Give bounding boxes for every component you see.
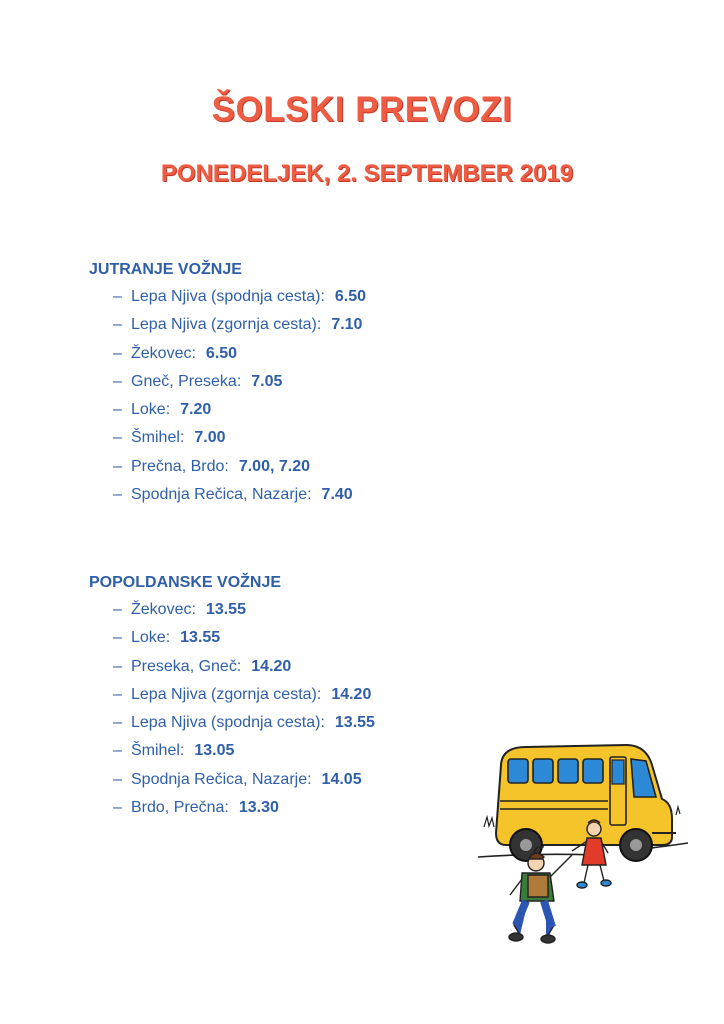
route-place: Gneč, Preseka: bbox=[131, 372, 242, 390]
morning-route-list bbox=[89, 283, 509, 509]
route-time: 7.40 bbox=[321, 486, 353, 504]
afternoon-route-list bbox=[89, 596, 509, 822]
dash-icon: – bbox=[113, 714, 122, 732]
list-item bbox=[89, 794, 509, 822]
route-time: 14.05 bbox=[321, 770, 362, 788]
dash-icon: – bbox=[113, 401, 122, 419]
dash-icon: – bbox=[113, 486, 122, 504]
school-bus-illustration bbox=[476, 735, 696, 950]
list-item bbox=[89, 624, 509, 652]
route-place: Spodnja Rečica, Nazarje: bbox=[131, 486, 312, 504]
list-item bbox=[89, 737, 509, 765]
dash-icon: – bbox=[113, 429, 122, 447]
route-time: 13.05 bbox=[194, 742, 235, 760]
list-item bbox=[89, 481, 509, 509]
dash-icon: – bbox=[113, 657, 122, 675]
dash-icon: – bbox=[113, 742, 122, 760]
route-time: 6.50 bbox=[334, 288, 367, 305]
route-place: Spodnja Rečica, Nazarje: bbox=[131, 770, 312, 788]
route-time: 13.30 bbox=[238, 799, 279, 817]
page-title: ŠOLSKI PREVOZI bbox=[211, 90, 513, 129]
afternoon-rides-section bbox=[89, 570, 509, 822]
list-item bbox=[89, 283, 509, 311]
dash-icon: – bbox=[113, 799, 122, 817]
dash-icon: – bbox=[113, 685, 122, 703]
dash-icon: – bbox=[113, 344, 122, 362]
route-place: Brdo, Prečna: bbox=[131, 799, 229, 817]
morning-rides-section bbox=[89, 257, 509, 509]
route-place: Žekovec: bbox=[131, 344, 196, 362]
boy-child-icon bbox=[509, 847, 572, 943]
route-place: Šmihel: bbox=[131, 429, 185, 447]
route-time: 13.55 bbox=[180, 629, 221, 647]
list-item bbox=[89, 596, 509, 624]
dash-icon: – bbox=[113, 316, 122, 334]
route-place: Preseka, Gneč: bbox=[131, 657, 242, 675]
dash-icon: – bbox=[113, 770, 122, 788]
route-place: Lepa Njiva (spodnja cesta): bbox=[131, 714, 325, 732]
list-item bbox=[89, 396, 509, 424]
route-time: 7.00, 7.20 bbox=[238, 457, 310, 475]
list-item bbox=[89, 340, 509, 368]
route-time: 7.10 bbox=[331, 316, 363, 334]
list-item bbox=[89, 453, 509, 481]
dash-icon: – bbox=[113, 288, 122, 305]
route-place: Žekovec: bbox=[131, 601, 196, 618]
list-item bbox=[89, 681, 509, 709]
list-item bbox=[89, 368, 509, 396]
route-time: 13.55 bbox=[205, 601, 246, 618]
list-item bbox=[89, 766, 509, 794]
dash-icon: – bbox=[113, 601, 122, 618]
route-time: 13.55 bbox=[334, 714, 375, 732]
list-item bbox=[89, 653, 509, 681]
route-place: Lepa Njiva (zgornja cesta): bbox=[131, 685, 322, 703]
dash-icon: – bbox=[113, 457, 122, 475]
route-time: 14.20 bbox=[331, 685, 372, 703]
route-place: Šmihel: bbox=[131, 742, 185, 760]
page-subtitle-date: PONEDELJEK, 2. SEPTEMBER 2019 bbox=[160, 160, 574, 187]
route-place: Lepa Njiva (zgornja cesta): bbox=[131, 316, 322, 334]
route-place: Prečna, Brdo: bbox=[131, 457, 229, 475]
route-time: 6.50 bbox=[205, 344, 238, 362]
morning-rides-heading: JUTRANJE VOŽNJE bbox=[89, 261, 242, 278]
list-item bbox=[89, 709, 509, 737]
dash-icon: – bbox=[113, 629, 122, 647]
dash-icon: – bbox=[113, 372, 122, 390]
route-place: Lepa Njiva (spodnja cesta): bbox=[131, 288, 325, 305]
list-item bbox=[89, 311, 509, 339]
route-time: 7.05 bbox=[251, 372, 283, 390]
route-place: Loke: bbox=[131, 401, 171, 419]
route-time: 7.20 bbox=[180, 401, 212, 419]
route-place: Loke: bbox=[131, 629, 171, 647]
afternoon-rides-heading: POPOLDANSKE VOŽNJE bbox=[89, 574, 282, 591]
list-item bbox=[89, 424, 509, 452]
route-time: 7.00 bbox=[194, 429, 226, 447]
route-time: 14.20 bbox=[251, 657, 292, 675]
